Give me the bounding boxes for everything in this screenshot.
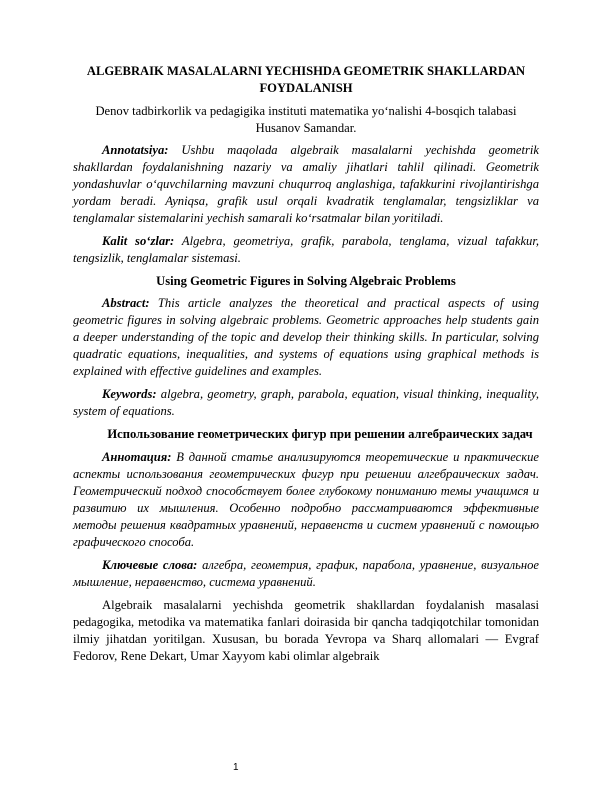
- annotation-uz-label: Annotatsiya:: [102, 143, 169, 157]
- keywords-uz-text: Algebra, geometriya, grafik, parabola, tenglama, vizual tafakkur, tengsizlik, tenglamalar sistemasi.: [73, 234, 539, 265]
- english-title: Using Geometric Figures in Solving Algebraic Problems: [156, 274, 456, 288]
- keywords-en-text: algebra, geometry, graph, parabola, equation, visual thinking, inequality, system of equations.: [73, 387, 539, 418]
- document-page: [73, 63, 539, 665]
- annotation-ru-text: В данной статье анализируются теоретические и практические аспекты использования геометрических фигур при решении алгебраических задач. Геометрический подход способствует более глубокому пониманию темы учащимся и развитию их мышления. Особенно подробно рассматриваются эффективные методы решения квадратных уравнений, неравенств и систем уравнений с помощью графического способа.: [73, 450, 539, 549]
- annotation-uz: [73, 142, 539, 227]
- abstract-en: [73, 295, 539, 380]
- keywords-uz-label: Kalit so‘zlar:: [102, 234, 175, 248]
- author-info: Denov tadbirkorlik va pedagigika instituti matematika yo‘nalishi 4-bosqich talabasi Husanov Samandar.: [95, 104, 517, 135]
- keywords-ru-label: Ключевые слова:: [102, 558, 198, 572]
- keywords-uz: [73, 233, 539, 267]
- keywords-en: [73, 386, 539, 420]
- keywords-ru-text: алгебра, геометрия, график, парабола, уравнение, визуальное мышление, неравенство, система уравнений.: [73, 558, 539, 589]
- annotation-ru: [73, 449, 539, 551]
- paper-title: ALGEBRAIK MASALALARNI YECHISHDA GEOMETRIK SHAKLLARDAN FOYDALANISH: [86, 64, 526, 95]
- page-number: 1: [233, 762, 239, 773]
- abstract-en-label: Abstract:: [102, 296, 150, 310]
- russian-title: Использование геометрических фигур при решении алгебраических задач: [107, 427, 533, 441]
- annotation-ru-label: Аннотация:: [102, 450, 172, 464]
- annotation-uz-text: Ushbu maqolada algebraik masalalarni yechishda geometrik shakllardan foydalanishning nazariy va amaliy jihatlari tahlil qilinadi. Geometrik yondashuvlar o‘quvchilarning mavzuni chuqurroq anglashiga, tafakkurini rivojlantirishga yordam beradi. Ayniqsa, grafik usul orqali kvadratik tenglamalar, tengsizliklar va tenglamalar sistemalarini yechish samarali ko‘rsatmalar bilan yoritiladi.: [73, 143, 539, 225]
- keywords-en-label: Keywords:: [102, 387, 157, 401]
- keywords-ru: [73, 557, 539, 591]
- abstract-en-text: This article analyzes the theoretical and practical aspects of using geometric figures in solving algebraic problems. Geometric approaches help students gain a deeper understanding of the topic and develop their thinking skills. In particular, solving quadratic equations, inequalities, and systems of equations using graphical methods is explained with effective guidelines and examples.: [73, 296, 539, 378]
- body-paragraph: Algebraik masalalarni yechishda geometrik shakllardan foydalanish masalasi pedagogika, metodika va matematika fanlari doirasida bir qancha tadqiqotchilar tomonidan ilmiy jihatdan yoritilgan. Xususan, bu borada Yevropa va Sharq allomalari — Evgraf Fedorov, Rene Dekart, Umar Xayyom kabi olimlar algebraik: [73, 598, 539, 663]
